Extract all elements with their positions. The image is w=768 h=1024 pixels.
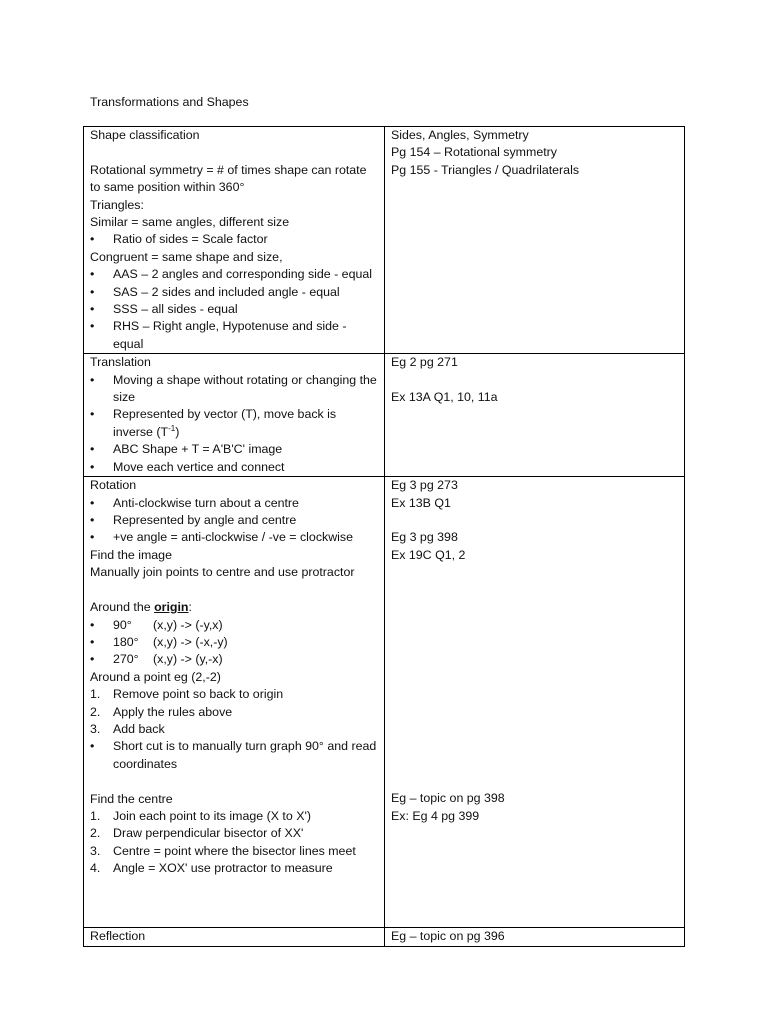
reference-text: Sides, Angles, Symmetry <box>391 128 529 142</box>
list-item-text: Apply the rules above <box>113 704 233 719</box>
list-item <box>90 721 378 738</box>
rotational-symmetry-definition: Rotational symmetry = # of times shape can rotate to same position within 360° <box>90 162 367 195</box>
section-heading: Reflection <box>90 929 146 944</box>
list-number: 4. <box>90 861 101 876</box>
list-item: • Moving a shape without rotating or changing the size <box>90 372 378 407</box>
congruent-definition: Congruent = same shape and size, <box>90 249 283 264</box>
shape-classification-cell <box>84 127 385 354</box>
section-heading: Shape classification <box>90 128 200 142</box>
list-item <box>90 808 378 825</box>
rotation-rule: (x,y) -> (-y,x) <box>153 617 223 632</box>
list-number: 2. <box>90 704 101 719</box>
notes-table <box>83 126 685 947</box>
origin-word: origin <box>154 600 189 615</box>
triangles-label: Triangles: <box>90 197 144 212</box>
shape-classification-references <box>385 127 685 354</box>
reference-text: Eg 3 pg 398 <box>391 530 458 545</box>
list-item-text: Centre = point where the bisector lines meet <box>113 843 356 858</box>
rotation-rule: (x,y) -> (y,-x) <box>153 652 223 667</box>
reflection-references <box>385 928 685 947</box>
find-centre-label: Find the centre <box>90 791 173 806</box>
translation-cell <box>84 354 385 477</box>
list-item <box>90 704 378 721</box>
around-origin-suffix: : <box>188 600 192 615</box>
reference-text: Eg 2 pg 271 <box>391 355 458 370</box>
rotation-cell <box>84 477 385 928</box>
rotation-angle: 90° <box>113 617 132 632</box>
list-item: • SSS – all sides - equal <box>90 301 378 318</box>
list-item-text: Represented by vector (T), move back is inverse (T <box>113 407 337 439</box>
list-item: • +ve angle = anti-clockwise / -ve = clockwise <box>90 529 378 546</box>
table-row <box>84 127 685 354</box>
rotation-angle: 180° <box>113 634 139 649</box>
list-item: • Anti-clockwise turn about a centre <box>90 495 378 512</box>
list-item: • Short cut is to manually turn graph 90° and read coordinates <box>90 738 378 773</box>
reference-text: Pg 155 - Triangles / Quadrilaterals <box>391 162 580 177</box>
list-item: • RHS – Right angle, Hypotenuse and side - equal <box>90 318 378 353</box>
list-item <box>90 651 378 668</box>
list-number: 3. <box>90 721 101 736</box>
around-point-label: Around a point eg (2,-2) <box>90 669 221 684</box>
list-item: • SAS – 2 sides and included angle - equal <box>90 284 378 301</box>
reference-text: Eg 3 pg 273 <box>391 478 458 493</box>
list-item-text: Angle = XOX' use protractor to measure <box>113 861 333 876</box>
list-item: • ABC Shape + T = A'B'C' image <box>90 441 378 458</box>
manual-method-text: Manually join points to centre and use protractor <box>90 565 355 580</box>
list-item <box>90 686 378 703</box>
list-number: 1. <box>90 687 101 702</box>
list-item <box>90 825 378 842</box>
reference-text: Ex 13B Q1 <box>391 495 451 510</box>
list-item <box>90 617 378 634</box>
list-item <box>90 406 378 441</box>
reference-text: Ex 13A Q1, 10, 11a <box>391 390 498 405</box>
table-row <box>84 928 685 947</box>
table-row <box>84 477 685 928</box>
rotation-rule: (x,y) -> (-x,-y) <box>153 634 228 649</box>
list-item-text: Remove point so back to origin <box>113 687 284 702</box>
around-origin-prefix: Around the <box>90 600 155 615</box>
translation-references <box>385 354 685 477</box>
reference-text: Ex 19C Q1, 2 <box>391 547 466 562</box>
list-item: • AAS – 2 angles and corresponding side - equal <box>90 266 378 283</box>
around-origin-label <box>90 599 378 616</box>
list-number: 1. <box>90 808 101 823</box>
list-number: 3. <box>90 843 101 858</box>
find-image-label: Find the image <box>90 547 172 562</box>
superscript: -1 <box>168 423 176 433</box>
list-item-text: Add back <box>113 721 165 736</box>
list-item-text-end: ) <box>175 424 180 439</box>
section-heading: Translation <box>90 355 151 370</box>
reference-text: Eg – topic on pg 398 <box>391 791 505 806</box>
list-item <box>90 634 378 651</box>
list-item: • Move each vertice and connect <box>90 459 378 476</box>
list-item-text: Draw perpendicular bisector of XX' <box>113 826 304 841</box>
list-number: 2. <box>90 826 101 841</box>
list-item <box>90 843 378 860</box>
section-heading: Rotation <box>90 478 137 493</box>
rotation-references <box>385 477 685 928</box>
similar-definition: Similar = same angles, different size <box>90 215 290 230</box>
rotation-angle: 270° <box>113 652 139 667</box>
table-row <box>84 354 685 477</box>
list-item-text: Join each point to its image (X to X') <box>113 808 311 823</box>
list-item: • Represented by angle and centre <box>90 512 378 529</box>
reflection-cell <box>84 928 385 947</box>
list-item <box>90 860 378 877</box>
reference-text: Ex: Eg 4 pg 399 <box>391 808 480 823</box>
reference-text: Pg 154 – Rotational symmetry <box>391 145 557 160</box>
reference-text: Eg – topic on pg 396 <box>391 929 505 944</box>
page-title: Transformations and Shapes <box>90 95 249 109</box>
list-item: • Ratio of sides = Scale factor <box>90 231 378 248</box>
